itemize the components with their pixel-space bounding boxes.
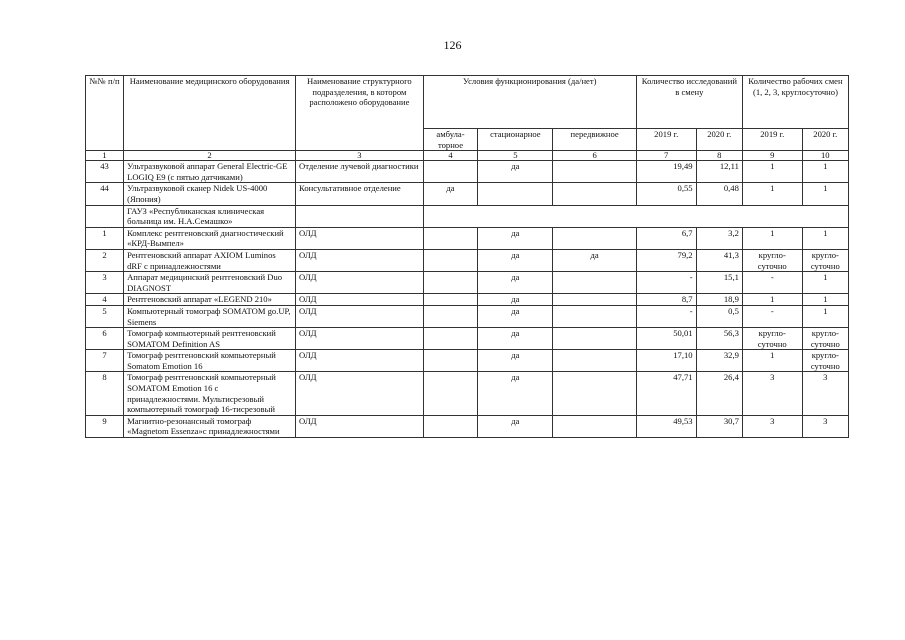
cell-mob — [553, 183, 636, 205]
cell-stat: да — [478, 294, 553, 306]
cell-unit: Отделение лучевой диагностики — [296, 161, 424, 183]
cell-name: Комплекс рентгеновский диагностический «КРД-Вымпел» — [124, 227, 296, 249]
cell-amb — [423, 294, 478, 306]
cell-no: 44 — [86, 183, 124, 205]
cell-stat — [478, 183, 553, 205]
table-row — [86, 372, 849, 415]
cell-amb: да — [423, 183, 478, 205]
cell-unit: ОЛД — [296, 249, 424, 271]
page-number: 126 — [443, 38, 462, 52]
cell-unit: ОЛД — [296, 227, 424, 249]
cell-research-2020: 41,3 — [696, 249, 742, 271]
cell-research-2020: 15,1 — [696, 272, 742, 294]
col-number: 4 — [423, 151, 478, 161]
cell-research-2019: 17,10 — [636, 350, 696, 372]
cell-shifts-2020: 1 — [802, 305, 848, 327]
cell-research-2020: 18,9 — [696, 294, 742, 306]
cell-research-2020: 32,9 — [696, 350, 742, 372]
table-row — [86, 249, 849, 271]
cell-amb — [423, 305, 478, 327]
cell-research-2019: - — [636, 305, 696, 327]
cell-shifts-2020: 1 — [802, 227, 848, 249]
cell-mob — [553, 328, 636, 350]
cell-research-2020: 0,5 — [696, 305, 742, 327]
cell-no: 6 — [86, 328, 124, 350]
cell-no: 9 — [86, 415, 124, 437]
cell-research-2019: 79,2 — [636, 249, 696, 271]
cell-shifts-2020: кругло-суточно — [802, 350, 848, 372]
cell-research-2020: 26,4 — [696, 372, 742, 415]
cell-unit: ОЛД — [296, 328, 424, 350]
cell-research-2019: 0,55 — [636, 183, 696, 205]
header-cond-stat: стационарное — [478, 129, 553, 151]
cell-stat: да — [478, 227, 553, 249]
cell-amb — [423, 161, 478, 183]
cell-shifts-2019: 3 — [742, 415, 802, 437]
cell-shifts-2019: кругло-суточно — [742, 249, 802, 271]
cell-mob: да — [553, 249, 636, 271]
header-research-2019: 2019 г. — [636, 129, 696, 151]
col-number: 3 — [296, 151, 424, 161]
cell-name: Ультразвуковой аппарат General Electric-GE LOGIQ E9 (с пятью датчиками) — [124, 161, 296, 183]
cell-shifts-2019: 1 — [742, 227, 802, 249]
cell-name: Компьютерный томограф SOMATOM go.UP, Siemens — [124, 305, 296, 327]
col-number: 5 — [478, 151, 553, 161]
cell-research-2020: 0,48 — [696, 183, 742, 205]
cell-mob — [553, 350, 636, 372]
cell-amb — [423, 350, 478, 372]
table-row — [86, 328, 849, 350]
header-conditions: Условия функционирования (да/нет) — [423, 76, 636, 129]
section-row — [86, 205, 849, 227]
cell-no: 4 — [86, 294, 124, 306]
cell-research-2019: 6,7 — [636, 227, 696, 249]
cell-research-2019: 50,01 — [636, 328, 696, 350]
table-body — [86, 161, 849, 438]
cell-name: Магнитно-резонансный томограф «Magnetom Essenza»с принадлежностями — [124, 415, 296, 437]
cell-no — [86, 205, 124, 227]
cell-name: Аппарат медицинский рентгеновский Duo DIAGNOST — [124, 272, 296, 294]
cell-unit: ОЛД — [296, 294, 424, 306]
cell-stat: да — [478, 415, 553, 437]
table-row — [86, 415, 849, 437]
cell-research-2020: 3,2 — [696, 227, 742, 249]
cell-unit: ОЛД — [296, 372, 424, 415]
cell-shifts-2019: 1 — [742, 183, 802, 205]
cell-unit: ОЛД — [296, 272, 424, 294]
cell-shifts-2020: 3 — [802, 415, 848, 437]
cell-amb — [423, 328, 478, 350]
equipment-table — [85, 75, 849, 438]
cell-no: 1 — [86, 227, 124, 249]
cell-stat: да — [478, 272, 553, 294]
col-number: 8 — [696, 151, 742, 161]
cell-name: Томограф рентгеновский компьютерный SOMATOM Emotion 16 с принадлежностями. Мультисрезовый компьютерный томограф 16-тисрезовый — [124, 372, 296, 415]
cell-stat: да — [478, 161, 553, 183]
cell-mob — [553, 415, 636, 437]
cell-no: 8 — [86, 372, 124, 415]
cell-research-2019: 49,53 — [636, 415, 696, 437]
cell-unit — [296, 205, 424, 227]
cell-shifts-2019: - — [742, 272, 802, 294]
cell-research-2020: 12,11 — [696, 161, 742, 183]
cell-stat: да — [478, 350, 553, 372]
section-title: ГАУЗ «Республиканская клиническая больница им. Н.А.Семашко» — [124, 205, 296, 227]
col-number: 2 — [124, 151, 296, 161]
cell-shifts-2020: кругло-суточно — [802, 328, 848, 350]
cell-shifts-2020: 1 — [802, 272, 848, 294]
cell-name: Ультразвуковой сканер Nidek US-4000 (Япония) — [124, 183, 296, 205]
cell-research-2019: - — [636, 272, 696, 294]
cell-no: 5 — [86, 305, 124, 327]
cell-research-2020: 30,7 — [696, 415, 742, 437]
cell-research-2019: 8,7 — [636, 294, 696, 306]
cell-mob — [553, 372, 636, 415]
cell-name: Рентгеновский аппарат AXIOM Luminos dRF с принадлежностями — [124, 249, 296, 271]
cell-stat: да — [478, 372, 553, 415]
cell-amb — [423, 227, 478, 249]
cell-shifts-2019: 1 — [742, 161, 802, 183]
header-research-2020: 2020 г. — [696, 129, 742, 151]
header-cond-amb: амбула-торное — [423, 129, 478, 151]
col-number: 7 — [636, 151, 696, 161]
cell-name: Томограф компьютерный рентгеновский SOMATOM Definition AS — [124, 328, 296, 350]
table-row — [86, 294, 849, 306]
table-row — [86, 227, 849, 249]
header-unit: Наименование структурного подразделения, в котором расположено оборудование — [296, 76, 424, 151]
cell-shifts-2019: 1 — [742, 350, 802, 372]
cell-amb — [423, 272, 478, 294]
cell-mob — [553, 161, 636, 183]
cell-mob — [553, 227, 636, 249]
header-row-1 — [86, 76, 849, 129]
cell-research-2020: 56,3 — [696, 328, 742, 350]
cell-research-2019: 19,49 — [636, 161, 696, 183]
cell-no: 7 — [86, 350, 124, 372]
cell-name: Рентгеновский аппарат «LEGEND 210» — [124, 294, 296, 306]
cell-shifts-2019: - — [742, 305, 802, 327]
cell-amb — [423, 249, 478, 271]
table-row — [86, 305, 849, 327]
col-number: 6 — [553, 151, 636, 161]
cell-no: 2 — [86, 249, 124, 271]
header-shifts: Количество рабочих смен (1, 2, 3, круглосуточно) — [742, 76, 848, 129]
cell-shifts-2020: 1 — [802, 161, 848, 183]
col-number: 9 — [742, 151, 802, 161]
cell-research-2019: 47,71 — [636, 372, 696, 415]
cell-shifts-2019: 1 — [742, 294, 802, 306]
cell-shifts-2020: 1 — [802, 183, 848, 205]
cell-shifts-2020: кругло-суточно — [802, 249, 848, 271]
cell-unit: ОЛД — [296, 415, 424, 437]
header-no: №№ п/п — [86, 76, 124, 151]
cell-stat: да — [478, 249, 553, 271]
cell-no: 3 — [86, 272, 124, 294]
cell-amb — [423, 415, 478, 437]
table-row — [86, 161, 849, 183]
cell-shifts-2019: кругло-суточно — [742, 328, 802, 350]
table-row — [86, 350, 849, 372]
cell-shifts-2020: 1 — [802, 294, 848, 306]
cell-shifts-2020: 3 — [802, 372, 848, 415]
cell-stat: да — [478, 305, 553, 327]
cell-mob — [553, 294, 636, 306]
cell-mob — [553, 305, 636, 327]
cell-amb — [423, 372, 478, 415]
section-empty — [423, 205, 848, 227]
cell-unit: ОЛД — [296, 305, 424, 327]
col-number: 1 — [86, 151, 124, 161]
cell-unit: Консультативное отделение — [296, 183, 424, 205]
cell-shifts-2019: 3 — [742, 372, 802, 415]
cell-mob — [553, 272, 636, 294]
cell-stat: да — [478, 328, 553, 350]
header-shifts-2020: 2020 г. — [802, 129, 848, 151]
cell-no: 43 — [86, 161, 124, 183]
header-research: Количество исследований в смену — [636, 76, 742, 129]
header-cond-mob: передвижное — [553, 129, 636, 151]
cell-unit: ОЛД — [296, 350, 424, 372]
table-row — [86, 272, 849, 294]
header-name: Наименование медицинского оборудования — [124, 76, 296, 151]
header-shifts-2019: 2019 г. — [742, 129, 802, 151]
col-number: 10 — [802, 151, 848, 161]
cell-name: Томограф рентгеновский компьютерный Somatom Emotion 16 — [124, 350, 296, 372]
table-row — [86, 183, 849, 205]
column-number-row — [86, 151, 849, 161]
